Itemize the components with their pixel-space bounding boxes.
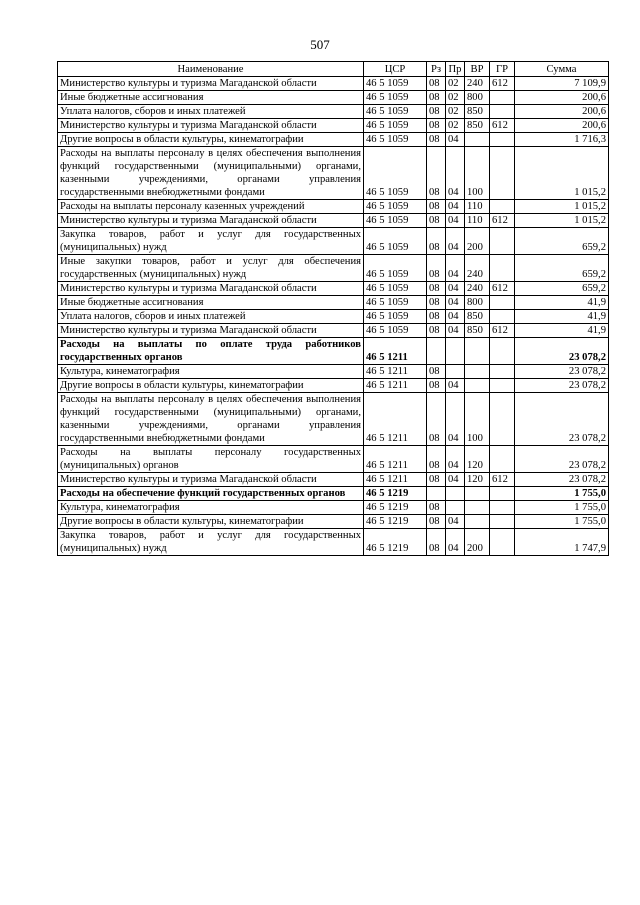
cell-gr — [490, 91, 515, 105]
cell-name: Культура, кинематография — [58, 501, 364, 515]
cell-pr: 04 — [446, 446, 465, 473]
table-row — [58, 393, 609, 446]
table-row — [58, 282, 609, 296]
cell-gr — [490, 365, 515, 379]
cell-gr — [490, 487, 515, 501]
cell-sum: 23 078,2 — [515, 365, 609, 379]
cell-name: Другие вопросы в области культуры, кинематографии — [58, 133, 364, 147]
cell-rz: 08 — [427, 133, 446, 147]
cell-csr: 46 5 1059 — [364, 133, 427, 147]
table-row — [58, 379, 609, 393]
cell-name: Иные бюджетные ассигнования — [58, 296, 364, 310]
table-row — [58, 147, 609, 200]
table-row — [58, 487, 609, 501]
header-csr: ЦСР — [364, 62, 427, 77]
cell-pr: 04 — [446, 255, 465, 282]
cell-vr — [465, 501, 490, 515]
header-rz: Рз — [427, 62, 446, 77]
table-header — [58, 62, 609, 77]
cell-vr — [465, 379, 490, 393]
cell-csr: 46 5 1211 — [364, 393, 427, 446]
cell-rz: 08 — [427, 379, 446, 393]
cell-name: Закупка товаров, работ и услуг для государственных (муниципальных) нужд — [58, 529, 364, 556]
cell-csr: 46 5 1059 — [364, 214, 427, 228]
cell-rz: 08 — [427, 296, 446, 310]
cell-csr: 46 5 1219 — [364, 501, 427, 515]
cell-sum: 659,2 — [515, 282, 609, 296]
header-sum: Сумма — [515, 62, 609, 77]
cell-name: Министерство культуры и туризма Магаданской области — [58, 214, 364, 228]
cell-csr: 46 5 1219 — [364, 529, 427, 556]
table-row — [58, 119, 609, 133]
cell-pr — [446, 338, 465, 365]
cell-gr — [490, 133, 515, 147]
cell-sum: 23 078,2 — [515, 446, 609, 473]
cell-vr: 100 — [465, 147, 490, 200]
cell-sum: 1 015,2 — [515, 214, 609, 228]
cell-csr: 46 5 1059 — [364, 91, 427, 105]
table-row — [58, 77, 609, 91]
cell-csr: 46 5 1059 — [364, 296, 427, 310]
table-row — [58, 228, 609, 255]
cell-sum: 23 078,2 — [515, 473, 609, 487]
budget-table — [57, 61, 609, 556]
cell-vr: 240 — [465, 282, 490, 296]
cell-vr: 120 — [465, 446, 490, 473]
cell-rz: 08 — [427, 200, 446, 214]
cell-name: Иные бюджетные ассигнования — [58, 91, 364, 105]
cell-sum: 1 015,2 — [515, 147, 609, 200]
cell-csr: 46 5 1059 — [364, 228, 427, 255]
cell-sum: 200,6 — [515, 119, 609, 133]
cell-pr: 04 — [446, 214, 465, 228]
cell-pr: 04 — [446, 379, 465, 393]
cell-vr: 200 — [465, 228, 490, 255]
cell-name: Расходы на обеспечение функций государственных органов — [58, 487, 364, 501]
cell-rz — [427, 487, 446, 501]
cell-rz: 08 — [427, 214, 446, 228]
cell-csr: 46 5 1059 — [364, 105, 427, 119]
table-row — [58, 365, 609, 379]
cell-name: Другие вопросы в области культуры, кинематографии — [58, 379, 364, 393]
cell-gr — [490, 296, 515, 310]
cell-sum: 1 755,0 — [515, 501, 609, 515]
cell-sum: 23 078,2 — [515, 393, 609, 446]
cell-pr: 04 — [446, 200, 465, 214]
cell-sum: 1 747,9 — [515, 529, 609, 556]
cell-name: Министерство культуры и туризма Магаданской области — [58, 473, 364, 487]
cell-gr: 612 — [490, 77, 515, 91]
cell-pr: 04 — [446, 310, 465, 324]
table-body — [58, 77, 609, 556]
cell-name: Иные закупки товаров, работ и услуг для обеспечения государственных (муниципальных) нужд — [58, 255, 364, 282]
table-row — [58, 255, 609, 282]
table-row — [58, 296, 609, 310]
cell-sum: 659,2 — [515, 228, 609, 255]
cell-csr: 46 5 1059 — [364, 77, 427, 91]
cell-csr: 46 5 1059 — [364, 147, 427, 200]
cell-rz: 08 — [427, 324, 446, 338]
cell-vr: 850 — [465, 324, 490, 338]
cell-sum: 41,9 — [515, 310, 609, 324]
cell-vr: 110 — [465, 214, 490, 228]
cell-pr: 04 — [446, 133, 465, 147]
cell-gr — [490, 446, 515, 473]
cell-pr: 02 — [446, 105, 465, 119]
table-row — [58, 324, 609, 338]
table-row — [58, 91, 609, 105]
header-name: Наименование — [58, 62, 364, 77]
cell-name: Расходы на выплаты персоналу казенных учреждений — [58, 200, 364, 214]
table-row — [58, 133, 609, 147]
cell-pr: 02 — [446, 119, 465, 133]
cell-gr: 612 — [490, 119, 515, 133]
cell-csr: 46 5 1059 — [364, 200, 427, 214]
cell-vr: 800 — [465, 91, 490, 105]
cell-rz: 08 — [427, 282, 446, 296]
cell-csr: 46 5 1211 — [364, 379, 427, 393]
table-row — [58, 515, 609, 529]
cell-name: Уплата налогов, сборов и иных платежей — [58, 105, 364, 119]
cell-gr — [490, 228, 515, 255]
cell-pr — [446, 501, 465, 515]
cell-rz: 08 — [427, 529, 446, 556]
cell-pr: 02 — [446, 77, 465, 91]
cell-pr: 04 — [446, 393, 465, 446]
table-row — [58, 105, 609, 119]
cell-gr — [490, 255, 515, 282]
cell-name: Министерство культуры и туризма Магаданской области — [58, 119, 364, 133]
cell-name: Министерство культуры и туризма Магаданской области — [58, 77, 364, 91]
cell-pr — [446, 487, 465, 501]
cell-pr: 04 — [446, 147, 465, 200]
cell-rz — [427, 338, 446, 365]
cell-gr — [490, 393, 515, 446]
table-row — [58, 310, 609, 324]
cell-rz: 08 — [427, 119, 446, 133]
header-pr: Пр — [446, 62, 465, 77]
cell-gr — [490, 501, 515, 515]
cell-vr — [465, 133, 490, 147]
cell-name: Министерство культуры и туризма Магаданской области — [58, 324, 364, 338]
table-row — [58, 501, 609, 515]
cell-rz: 08 — [427, 91, 446, 105]
cell-csr: 46 5 1059 — [364, 119, 427, 133]
cell-sum: 23 078,2 — [515, 338, 609, 365]
cell-name: Расходы на выплаты персоналу в целях обеспечения выполнения функций государственными (муниципальными) органами, казенными учреждениями, органами управления государственными внебюджетными фондами — [58, 147, 364, 200]
cell-name: Расходы на выплаты по оплате труда работников государственных органов — [58, 338, 364, 365]
cell-sum: 1 716,3 — [515, 133, 609, 147]
cell-vr — [465, 338, 490, 365]
cell-gr: 612 — [490, 214, 515, 228]
header-vr: ВР — [465, 62, 490, 77]
cell-gr — [490, 515, 515, 529]
header-gr: ГР — [490, 62, 515, 77]
cell-pr: 04 — [446, 324, 465, 338]
cell-vr: 850 — [465, 119, 490, 133]
table-row — [58, 446, 609, 473]
cell-rz: 08 — [427, 446, 446, 473]
cell-rz: 08 — [427, 515, 446, 529]
cell-rz: 08 — [427, 393, 446, 446]
cell-gr — [490, 147, 515, 200]
cell-rz: 08 — [427, 473, 446, 487]
cell-rz: 08 — [427, 228, 446, 255]
cell-csr: 46 5 1211 — [364, 446, 427, 473]
cell-vr: 850 — [465, 310, 490, 324]
cell-sum: 1 015,2 — [515, 200, 609, 214]
cell-gr: 612 — [490, 473, 515, 487]
cell-vr: 240 — [465, 255, 490, 282]
cell-csr: 46 5 1059 — [364, 324, 427, 338]
cell-sum: 659,2 — [515, 255, 609, 282]
cell-name: Министерство культуры и туризма Магаданской области — [58, 282, 364, 296]
table-row — [58, 338, 609, 365]
cell-pr: 04 — [446, 228, 465, 255]
cell-gr — [490, 310, 515, 324]
cell-rz: 08 — [427, 255, 446, 282]
cell-vr: 800 — [465, 296, 490, 310]
cell-name: Закупка товаров, работ и услуг для государственных (муниципальных) нужд — [58, 228, 364, 255]
page-number: 507 — [310, 37, 330, 52]
table-row — [58, 529, 609, 556]
table-row — [58, 473, 609, 487]
table-row — [58, 200, 609, 214]
cell-pr: 04 — [446, 296, 465, 310]
cell-sum: 41,9 — [515, 296, 609, 310]
cell-gr — [490, 379, 515, 393]
cell-name: Расходы на выплаты персоналу государственных (муниципальных) органов — [58, 446, 364, 473]
cell-vr: 120 — [465, 473, 490, 487]
cell-vr — [465, 515, 490, 529]
cell-csr: 46 5 1059 — [364, 282, 427, 296]
cell-csr: 46 5 1219 — [364, 515, 427, 529]
cell-name: Другие вопросы в области культуры, кинематографии — [58, 515, 364, 529]
cell-gr — [490, 200, 515, 214]
table-row — [58, 214, 609, 228]
cell-csr: 46 5 1059 — [364, 255, 427, 282]
cell-csr: 46 5 1211 — [364, 365, 427, 379]
cell-gr — [490, 105, 515, 119]
cell-csr: 46 5 1059 — [364, 310, 427, 324]
cell-sum: 1 755,0 — [515, 487, 609, 501]
cell-sum: 23 078,2 — [515, 379, 609, 393]
cell-vr: 200 — [465, 529, 490, 556]
cell-rz: 08 — [427, 77, 446, 91]
cell-pr: 02 — [446, 91, 465, 105]
cell-vr: 100 — [465, 393, 490, 446]
cell-csr: 46 5 1219 — [364, 487, 427, 501]
cell-sum: 41,9 — [515, 324, 609, 338]
cell-rz: 08 — [427, 105, 446, 119]
cell-pr: 04 — [446, 473, 465, 487]
cell-vr — [465, 487, 490, 501]
cell-gr — [490, 338, 515, 365]
cell-rz: 08 — [427, 310, 446, 324]
cell-pr: 04 — [446, 515, 465, 529]
cell-sum: 200,6 — [515, 105, 609, 119]
cell-pr: 04 — [446, 529, 465, 556]
cell-rz: 08 — [427, 365, 446, 379]
cell-vr: 240 — [465, 77, 490, 91]
cell-csr: 46 5 1211 — [364, 338, 427, 365]
cell-rz: 08 — [427, 147, 446, 200]
cell-name: Уплата налогов, сборов и иных платежей — [58, 310, 364, 324]
cell-sum: 200,6 — [515, 91, 609, 105]
cell-rz: 08 — [427, 501, 446, 515]
cell-name: Расходы на выплаты персоналу в целях обеспечения выполнения функций государственными (муниципальными) органами, казенными учреждениями, органами управления государственными внебюджетными фондами — [58, 393, 364, 446]
cell-vr — [465, 365, 490, 379]
cell-vr: 110 — [465, 200, 490, 214]
cell-csr: 46 5 1211 — [364, 473, 427, 487]
cell-gr: 612 — [490, 282, 515, 296]
cell-gr: 612 — [490, 324, 515, 338]
cell-sum: 7 109,9 — [515, 77, 609, 91]
cell-pr — [446, 365, 465, 379]
cell-sum: 1 755,0 — [515, 515, 609, 529]
cell-name: Культура, кинематография — [58, 365, 364, 379]
cell-pr: 04 — [446, 282, 465, 296]
cell-vr: 850 — [465, 105, 490, 119]
cell-gr — [490, 529, 515, 556]
